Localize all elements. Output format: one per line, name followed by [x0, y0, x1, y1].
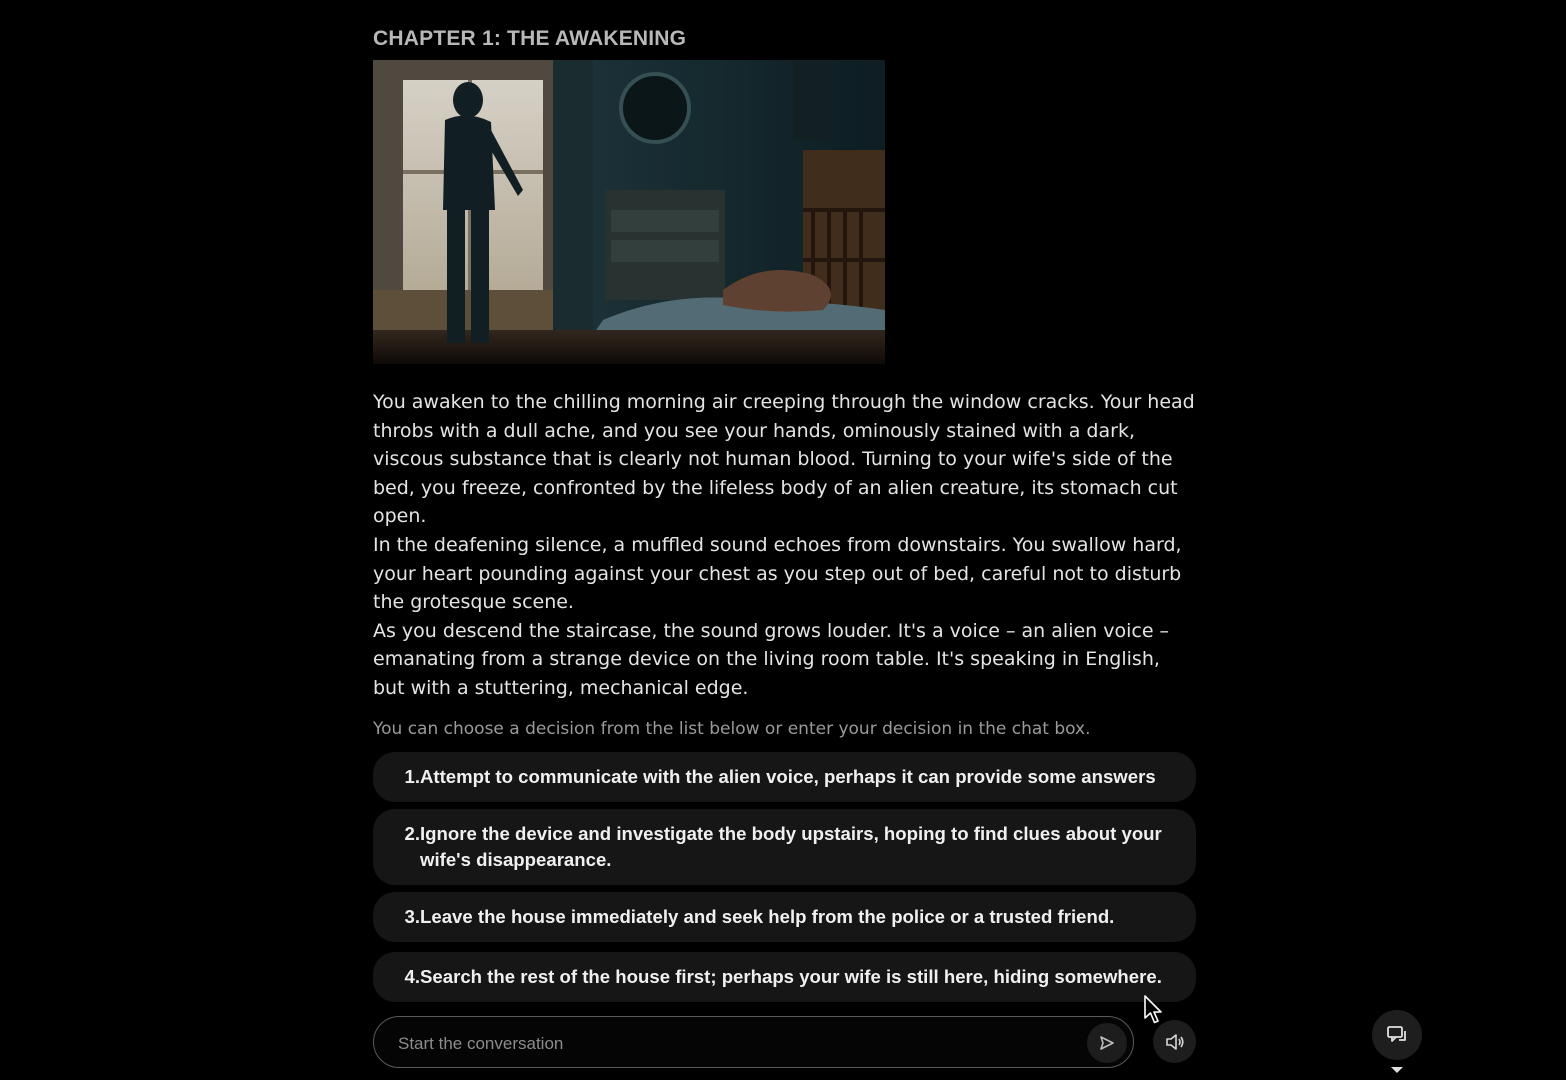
chat-fab-button[interactable] [1372, 1010, 1422, 1060]
decision-option-3[interactable] [373, 892, 1196, 942]
option-number: 1. [404, 766, 420, 787]
option-number: 2. [404, 823, 420, 844]
scroll-down-icon[interactable] [1391, 1067, 1403, 1073]
chapter-title: CHAPTER 1: THE AWAKENING [373, 27, 687, 50]
send-button[interactable] [1087, 1023, 1127, 1063]
option-text: Search the rest of the house first; perhaps your wife is still here, hiding somewhere. [420, 966, 1162, 987]
story-text [373, 388, 1196, 703]
speaker-icon [1165, 1033, 1185, 1051]
option-number: 4. [404, 966, 420, 987]
story-paragraph: In the deafening silence, a muffled sound echoes from downstairs. You swallow hard, your heart pounding against your chest as you step out of bed, careful not to disturb the grotesque scene. [373, 533, 1182, 614]
chapter-illustration [373, 60, 885, 364]
option-text: Ignore the device and investigate the body upstairs, hoping to find clues about your wife's disappearance. [420, 823, 1162, 870]
chat-input-box [373, 1016, 1134, 1068]
decision-hint: You can choose a decision from the list below or enter your decision in the chat box. [373, 719, 1091, 739]
decision-option-4[interactable] [373, 952, 1196, 1002]
option-text: Leave the house immediately and seek help from the police or a trusted friend. [420, 906, 1115, 927]
decision-option-1[interactable] [373, 752, 1196, 802]
option-text: Attempt to communicate with the alien voice, perhaps it can provide some answers [420, 766, 1156, 787]
send-icon [1099, 1036, 1115, 1050]
story-paragraph: As you descend the staircase, the sound grows louder. It's a voice – an alien voice – emanating from a strange device on the living room table. It's speaking in English, but with a stuttering, mechanical edge. [373, 619, 1170, 699]
option-number: 3. [404, 906, 420, 927]
chat-icon [1386, 1025, 1408, 1045]
decision-option-2[interactable] [373, 809, 1196, 885]
chat-input[interactable] [396, 1029, 1080, 1059]
mouse-pointer-icon [1143, 994, 1165, 1030]
story-paragraph: You awaken to the chilling morning air creeping through the window cracks. Your head throbs with a dull ache, and you see your hands, ominously stained with a dark, viscous substance that is clearly not human blood. Turning to your wife's side of the bed, you freeze, confronted by the lifeless body of an alien creature, its stomach cut open. [373, 391, 1195, 528]
